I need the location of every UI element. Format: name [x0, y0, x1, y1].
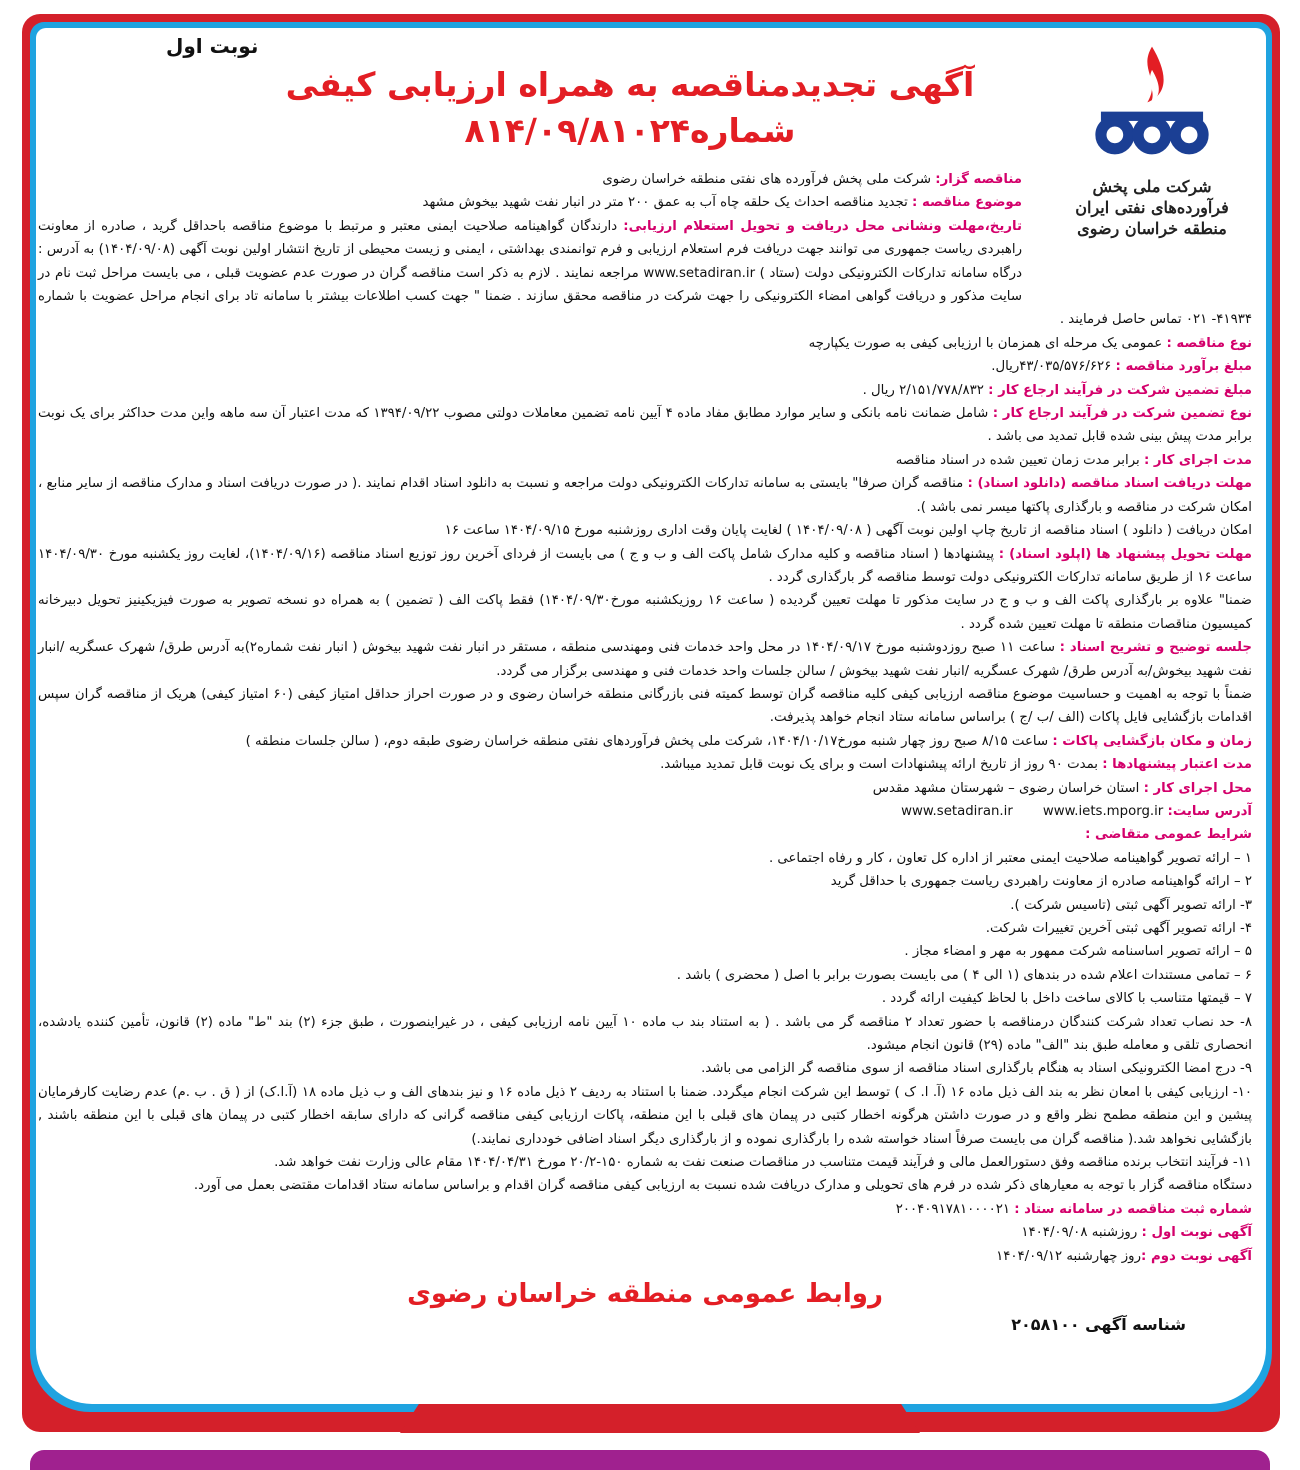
paragraph-text: برابر مدت زمان تعیین شده در اسناد مناقصه [895, 452, 1144, 468]
site-link[interactable]: www.iets.mporg.ir [1042, 803, 1164, 819]
paragraph-text: روزشنبه ۱۴۰۴/۰۹/۰۸ [1021, 1225, 1142, 1241]
paragraph-label: موضوع مناقصه : [912, 195, 1022, 211]
condition-item: ۱۰- ارزیابی کیفی با امعان نظر به بند الف ذیل ماده ۱۶ (آ. ا. ک ) توسط این شرکت انجام میگردد. ضمنا با استناد به ردیف ۲ ذیل ماده ۱۶ و نیز بندهای الف و ب ذیل ماده ۱۸ (آ.ا.ک) از ( ق . ب .م) عدم رضایت کارفرمایان پیشین و این منطقه مطمح نظر واقع و در صورت داشتن هرگونه اخطار کتبی در پیمان های قبلی با این منطقه، پاکات ارزیابی کیفی مناقصه گرانی که دارای سابقه اخطار کتبی در پیمان های قبلی با این منطقه باشند , بازگشایی نخواهد شد.( مناقصه گران می بایست صرفاً اسناد خواسته شده را بارگذاری نموده و از بارگذاری دیگر اسناد اضافی خودداری نمایند.) [38, 1084, 1252, 1147]
condition-item: ۳- ارائه تصویر آگهی ثبتی (تاسیس شرکت ). [1010, 897, 1252, 913]
paragraph [38, 777, 1252, 800]
condition-item: ۶ – تمامی مستندات اعلام شده در بندهای (۱ الی ۴ ) می بایست بصورت برابر با اصل ( محضری ) باشد . [676, 967, 1252, 983]
paragraph-text: استان خراسان رضوی – شهرستان مشهد مقدس [872, 780, 1144, 796]
paragraph-text: شرکت ملی پخش فرآورده های نفتی منطقه خراسان رضوی [602, 172, 936, 187]
paragraph [38, 332, 1252, 355]
paragraph-label: مبلغ تضمین شرکت در فرآیند ارجاع کار : [988, 382, 1252, 398]
condition-item: ۲ – ارائه گواهینامه صادره از معاونت راهبردی ریاست جمهوری با حداقل گرید [830, 874, 1252, 890]
paragraph-text: ساعت ۸/۱۵ صبح روز چهار شنبه مورخ۱۴۰۴/۱۰/۱۷، شرکت ملی پخش فرآوردهای نفتی منطقه خراسان رضوی طبقه دوم، ( سالن جلسات منطقه ) [245, 733, 1053, 749]
paragraph [38, 168, 1022, 191]
flame-logo-icon [1077, 42, 1227, 172]
condition-item: ۱۱- فرآیند انتخاب برنده مناقصه وفق دستورالعمل مالی و فرآیند قیمت متناسب در مناقصات صنعت نفت به شماره ۱۵۰-۲۰/۲ مورخ ۱۴۰۴/۰۴/۳۱ مقام عالی وزارت نفت خواهد شد. [274, 1155, 1252, 1171]
paragraph-label: مناقصه گزار: [935, 172, 1022, 187]
paragraph-text: ۲۰۰۴۰۹۱۷۸۱۰۰۰۰۲۱ [895, 1201, 1015, 1217]
paragraph [38, 1245, 1252, 1268]
paragraph [38, 191, 1022, 214]
site-label: آدرس سایت: [1167, 803, 1252, 819]
paragraph [38, 355, 1252, 378]
condition-item: ۱ – ارائه تصویر گواهینامه صلاحیت ایمنی معتبر از اداره کل تعاون ، کار و رفاه اجتماعی . [768, 850, 1252, 866]
paragraph-label: مبلغ برآورد مناقصه : [1115, 359, 1252, 375]
signature: روابط عمومی منطقه خراسان رضوی [407, 1279, 883, 1310]
logo-region-name: منطقه خراسان رضوی [1077, 219, 1227, 238]
paragraph-text: بمدت ۹۰ روز از تاریخ ارائه پیشنهادات است و برای یک نوبت قابل تمدید میباشد. [660, 757, 1103, 773]
paragraph [38, 543, 1252, 590]
next-ad-border [30, 1450, 1270, 1470]
ad-body [38, 168, 1252, 1338]
paragraph-label: زمان و مکان بازگشایی پاکات : [1052, 733, 1252, 749]
paragraph-text: تجدید مناقصه احداث یک حلقه چاه آب به عمق ۲۰۰ متر در انبار نفت شهید بیخوش مشهد [422, 195, 913, 211]
logo-spacer [1022, 215, 1252, 299]
paragraph [38, 589, 1252, 636]
condition-item: ۸- حد نصاب تعداد شرکت کنندگان درمناقصه با حضور تعداد ۲ مناقصه گر می باشد . ( به استناد بند ب ماده ۱۰ آیین نامه ارزیابی کیفی ، در غیراینصورت ، طبق جزء (۲) بند "ط" ماده (۲) قانون، تأمین کننده یادشده، انحصاری تلقی و معامله طبق بند "الف" ماده (۲۹) قانون انجام میشود. [38, 1014, 1252, 1054]
paragraph-text: ضمناً با توجه به اهمیت و حساسیت موضوع مناقصه ارزیابی کیفی کلیه مناقصه گران توسط کمیته فنی بازرگانی منطقه خراسان رضوی و در صورت احراز حداقل امتیاز کیفی (۶۰ امتیاز کیفی) هریک از مناقصه گران سپس اقدامات بازگشایی فایل پاکات (الف /ب /ج ) براساس سامانه ستاد انجام خواهد پذیرفت. [38, 686, 1252, 726]
site-addresses [38, 800, 1252, 823]
paragraph [38, 1198, 1252, 1221]
paragraph [38, 402, 1252, 449]
paragraph [38, 519, 1252, 542]
paragraph [38, 753, 1252, 776]
paragraph-text: عمومی یک مرحله ای همزمان با ارزیابی کیفی به صورت یکپارچه [808, 335, 1167, 351]
paragraph-label: مهلت دریافت اسناد مناقصه (دانلود اسناد) : [967, 476, 1252, 492]
paragraph-label: مهلت تحویل پیشنهاد ها (اپلود اسناد) : [998, 546, 1252, 562]
paragraph-label: شماره ثبت مناقصه در سامانه ستاد : [1014, 1201, 1252, 1217]
paragraph-text: روز چهارشنبه ۱۴۰۴/۰۹/۱۲ [996, 1248, 1142, 1264]
paragraph-text: ۴۳/۰۳۵/۵۷۶/۶۲۶ریال. [991, 359, 1116, 375]
paragraph [38, 683, 1252, 730]
condition-item: ۵ – ارائه تصویر اساسنامه شرکت ممهور به مهر و امضاء مجاز . [904, 944, 1252, 960]
paragraph [38, 730, 1252, 753]
paragraph-label: نوع تضمین شرکت در فرآیند ارجاع کار : [992, 406, 1253, 422]
paragraph-label: آگهی نوبت اول : [1141, 1225, 1252, 1241]
paragraph [38, 449, 1252, 472]
paragraph-text: ۲/۱۵۱/۷۷۸/۸۳۲ ریال . [862, 382, 989, 398]
condition-item: ۷ – قیمتها متناسب با کالای ساخت داخل با لحاظ کیفیت ارائه گردد . [881, 991, 1252, 1007]
paragraph [38, 379, 1252, 402]
logo-company-name: شرکت ملی پخش فرآورده‌های نفتی ایران [1075, 177, 1229, 217]
paragraph-label: مدت اجرای کار : [1143, 452, 1252, 468]
paragraph-label: جلسه توضیح و تشریح اسناد : [1059, 640, 1252, 656]
paragraph-text: شامل ضمانت نامه بانکی و سایر موارد مطابق مفاد ماده ۴ آیین نامه تضمین معاملات دولتی مصوب ۱۳۹۴/۰۹/۲۲ که مدت اعتبار آن سه ماهه واین مدت حداکثر برای یک نوبت برابر مدت پیش بینی شده قابل تمدید می باشد . [38, 406, 1252, 445]
round-label: نوبت اول [166, 34, 259, 58]
paragraph-label: تاریخ،مهلت ونشانی محل دریافت و تحویل استعلام ارزیابی: [623, 218, 1022, 234]
ad-content [36, 28, 1266, 1404]
paragraph-text: پیشنهادها ( اسناد مناقصه و کلیه مدارک شامل پاکت الف و ب و ج ) می بایست از فردای آخرین روز توزیع اسناد مناقصه (۱۴۰۴/۰۹/۱۶)، لغایت روز یکشنبه مورخ ۱۴۰۴/۰۹/۳۰ ساعت ۱۶ از طریق سامانه تدارکات الکترونیکی دولت توسط مناقصه گر بارگذاری گردد . [38, 546, 1252, 585]
paragraph-text: ضمنا" علاوه بر بارگذاری پاکت الف و ب و ج در سایت مذکور تا مهلت تعیین گردیده ( ساعت ۱۶ روزیکشنبه مورخ۱۴۰۴/۰۹/۳۰) فقط پاکت الف ( تضمین ) به همراه دو نسخه تصویر به صورت فیزیکینیز تحویل دبیرخانه کمیسیون مناقصات منطقه تا مهلت تعیین شده گردد . [38, 593, 1252, 632]
paragraph [38, 472, 1252, 519]
ad-title [230, 62, 1030, 154]
title-line-2: شماره۸۱۴/۰۹/۸۱۰۲۴ [464, 111, 796, 150]
paragraph-text: دارندگان گواهینامه صلاحیت ایمنی معتبر و مرتبط با موضوع مناقصه باحداقل گرید ، صادره از معاونت راهبردی ریاست جمهوری می توانند جهت دریافت فرم استعلام ارزیابی و فرم توانمندی بهداشتی ، ایمنی و زیست محیطی از تاریخ انتشار اولین نوبت آگهی (۱۴۰۴/۰۹/۰۸) به آدرس : درگاه سامانه تدارکات الکترونیکی دولت (ستاد ) www.setadiran.ir مراجعه نمایند . لازم به ذکر است مناقصه گران در صورت عدم عضویت قبلی ، می بایست مراحل ثبت نام در سایت مذکور و دریافت گواهی امضاء الکترونیکی را جهت شرکت در مناقصه محقق سازند . ضمنا " جهت کسب اطلاعات بیشتر با سامانه تاد برای انجام مراحل عضویت با شماره ۴۱۹۳۴- ۰۲۱ تماس حاصل فرمایند . [38, 218, 1252, 328]
paragraph [38, 1221, 1252, 1244]
paragraph-label: آگهی نوبت دوم : [1141, 1248, 1252, 1264]
conditions-header [38, 823, 1252, 846]
paragraph-label: مدت اعتبار پیشنهادها : [1102, 757, 1252, 773]
condition-item: ۹- درج امضا الکترونیکی اسناد به هنگام بارگذاری اسناد مناقصه از سوی مناقصه گر الزامی می باشد. [701, 1061, 1252, 1077]
paragraph-label: نوع مناقصه : [1166, 335, 1252, 351]
paragraph-text: ساعت ۱۱ صبح روزدوشنبه مورخ ۱۴۰۴/۰۹/۱۷ در محل واحد خدمات فنی ومهندسی منطقه ، مستقر در انبار نفت شهید بیخوش ( انبار نفت شماره۲)به آدرس طرق/ شهرک عسگریه /انبار نفت شهید بیخوش/به آدرس طرق/ شهرک عسگریه /انبار نفت شهید بیخوش / سالن جلسات واحد خدمات فنی و مهندسی برگزار می گردد. [38, 640, 1252, 679]
paragraph [38, 636, 1252, 683]
condition-item: ۴- ارائه تصویر آگهی ثبتی آخرین تغییرات شرکت. [985, 921, 1252, 936]
site-link[interactable]: www.setadiran.ir [901, 803, 1013, 819]
paragraph-label: محل اجرای کار : [1143, 780, 1252, 796]
conditions-heading: شرایط عمومی متقاضی : [1085, 827, 1252, 843]
ad-id: شناسه آگهی ۲۰۵۸۱۰۰ [1011, 1315, 1186, 1335]
paragraph-text: مناقصه گران صرفا" بایستی به سامانه تدارکات الکترونیکی دولت مراجعه و نسبت به دانلود اسناد اقدام نمایند .( در صورت دریافت اسناد و مدارک مناقصه از سایر منابع ، امکان شرکت در مناقصه و بارگذاری پاکتها میسر نمی باشد ). [38, 476, 1252, 515]
condition-item: دستگاه مناقصه گزار با توجه به معیارهای ذکر شده در فرم های تحویلی و مدارک دریافت شده نسبت به ارزیابی کیفی مناقصه گران اقدام و براساس سامانه ستاد اقدامات مقتضی بعمل می آورد. [193, 1178, 1252, 1194]
paragraph-text: امکان دریافت ( دانلود ) اسناد مناقصه از تاریخ چاپ اولین نوبت آگهی ( ۱۴۰۴/۰۹/۰۸ ) لغایت پایان وقت اداری روزشنبه مورخ ۱۴۰۴/۰۹/۱۵ ساعت ۱۶ [444, 523, 1252, 539]
title-line-1: آگهی تجدیدمناقصه به همراه ارزیابی کیفی [285, 65, 975, 104]
